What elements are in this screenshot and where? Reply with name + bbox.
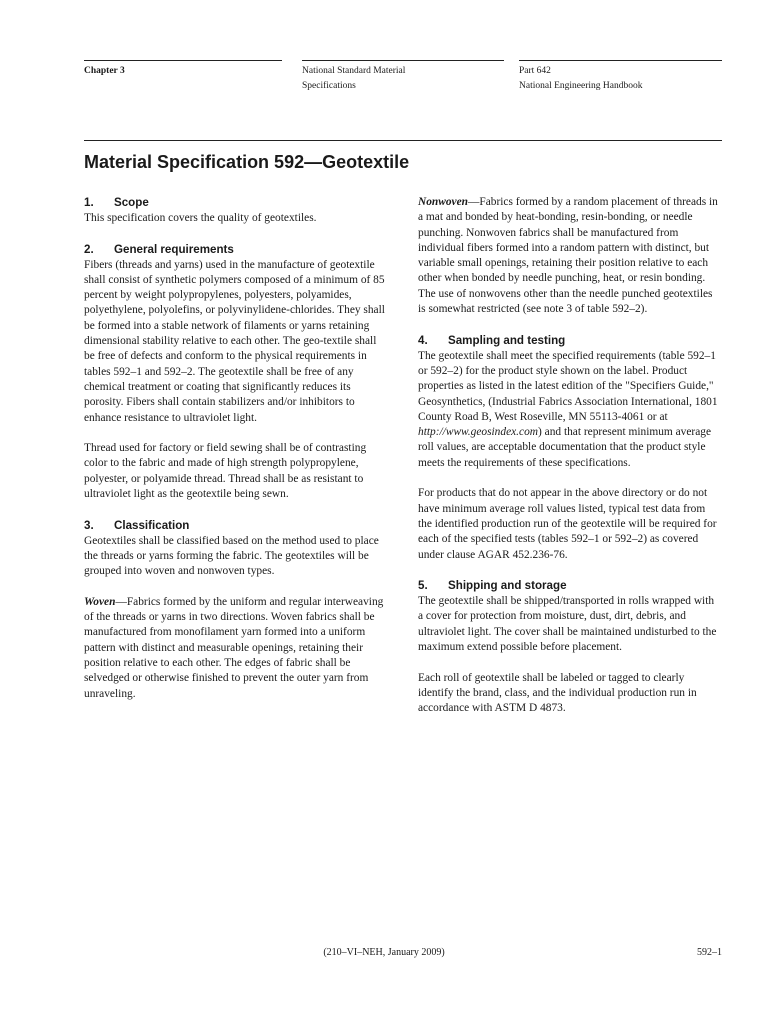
sampling-text-b: ) and that represent minimum average roll values, are acceptable documentation that the product style meets the requirements of these specifications. [418,426,712,469]
general-requirements-paragraph-2: Thread used for factory or field sewing shall be of contrasting color to the fabric and made of high strength polypropylene, polyester, or polyamide thread. Thread shall be as resistant to ultraviolet light as the geotextile being sewn. [84,442,367,501]
section-number: 1. [84,196,94,209]
left-column [84,195,386,717]
section-number: 5. [418,579,428,593]
section-title: Sampling and testing [448,333,566,347]
nonwoven-paragraph [418,195,720,317]
section-heading-scope [84,195,386,211]
scope-paragraph: This specification covers the quality of geotextiles. [84,212,317,224]
right-column [418,195,720,732]
sampling-paragraph-1 [418,349,720,471]
page-number: 592–1 [697,947,722,958]
section-title: Classification [114,518,190,532]
section-number: 3. [84,518,94,532]
section-heading-sampling-testing [418,333,720,349]
title-divider [84,140,722,141]
geosindex-url-link[interactable]: http://www.geosindex.com [418,426,539,439]
chapter-label: Chapter 3 [84,66,125,76]
part-line-2: National Engineering Handbook [519,81,643,91]
header-part [519,60,722,94]
footer-document-id: (210–VI–NEH, January 2009) [323,947,445,958]
header-spec-title [302,60,504,94]
section-title: Scope [114,196,149,209]
general-requirements-paragraph-1: Fibers (threads and yarns) used in the manufacture of geotextile shall consist of synthetic polymers composed of a minimum of 85 percent by weight polypropylenes, polyesters, polyamides, polyethylene, polyolefins, or polyvinylidene-chlorides. They shall be formed into a stable network of filaments or yarns retaining dimensional stability relative to each other. The geo-textile shall be free of defects and conform to the physical requirements in tables 592–1 and 592–2. The geotextile shall be free of any chemical treatment or coating that significantly reduces its porosity. Fibers shall contain stabilizers and/or inhibitors to enhance resistance to ultraviolet light. [84,258,385,424]
section-heading-shipping-storage [418,578,720,594]
page-title: Material Specification 592—Geotextile [84,152,410,172]
nonwoven-definition: —Fabrics formed by a random placement of threads in a mat and bonded by heat-bonding, resin-bonding, or needle punching. Nonwoven fabrics shall be manufactured from individual fibers formed into a random pattern with distinct, but variable small openings, retaining their position relative to each other when bonded by needle punching, heat, or resin bonding. The use of nonwovens other than the needle punched geotextiles is somewhat restricted (see note 3 of table 592–2). [418,196,718,316]
woven-paragraph [84,595,386,702]
part-line-1: Part 642 [519,66,551,76]
shipping-paragraph-2: Each roll of geotextile shall be labeled or tagged to clearly identify the brand, class, and the individual production run in accordance with ASTM D 4873. [418,671,697,715]
section-title: Shipping and storage [448,579,567,593]
shipping-paragraph-1: The geotextile shall be shipped/transported in rolls wrapped with a cover for protection from moisture, dust, dirt, debris, and ultraviolet light. The cover shall be maintained undisturbed to the maximum extend possible before placement. [418,595,717,654]
section-number: 2. [84,242,94,256]
section-heading-general-requirements [84,242,386,258]
woven-term: Woven [84,595,116,608]
section-number: 4. [418,333,428,347]
spec-line-2: Specifications [302,81,356,91]
section-title: General requirements [114,242,234,256]
sampling-paragraph-2: For products that do not appear in the above directory or do not have minimum average roll values listed, typical test data from the identified production run of the geotextile will be required for each of the specified tests (tables 592–1 or 592–2) as covered under clause AGAR 452.236-76. [418,487,717,561]
header-chapter [84,60,282,79]
section-heading-classification [84,518,386,534]
nonwoven-term: Nonwoven [418,196,468,208]
woven-definition: —Fabrics formed by the uniform and regular interweaving of the threads or yarns in two directions. Woven fabrics shall be manufactured from monofilament yarn formed into a uniform pattern with distinct and measurable openings, retaining their position relative to each other. The edges of fabric shall be selvedged or otherwise finished to prevent the outer yarn from unraveling. [84,595,384,700]
spec-line-1: National Standard Material [302,66,406,76]
classification-paragraph: Geotextiles shall be classified based on the method used to place the threads or yarns forming the fabric. The geotextiles will be grouped into woven and nonwoven types. [84,534,379,578]
sampling-text-a: The geotextile shall meet the specified requirements (table 592–1 or 592–2) for the product style shown on the label. Product properties as listed in the latest edition of the "Specifiers Guide," Geosynthetics, (Industrial Fabrics Association International, 1801 County Road B, West Roseville, MN 55113-4061 or at [418,349,718,423]
